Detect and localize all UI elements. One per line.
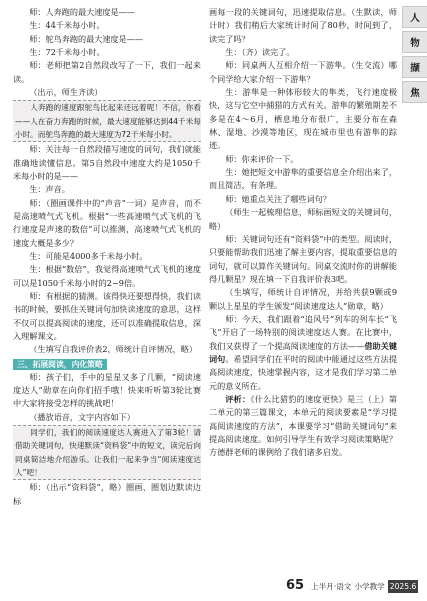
body-paragraph: 师：人奔跑的最大速度是—— [29, 7, 135, 17]
body-paragraph: 画每一段的关键词句，迅速提取信息。（生默读，师计时）我们稍后大家统计时间了80秒，时间到了，读完了吗？ [209, 7, 397, 44]
body-paragraph: （生填写，师统计自评情况，并给共获9颗或9颗以上星星的学生颁发“阅读速度达人”勋章，略） [209, 287, 397, 311]
body-paragraph: 师：她重点关注了哪些词句？ [225, 193, 331, 204]
page-number: 65 [286, 578, 305, 593]
body-paragraph: 师：（出示“资料袋”，略）圈画、圈划边默读边标 [13, 482, 201, 506]
body-paragraph: 生：44千米每小时。 [29, 20, 105, 31]
quoted-text: 同学们，我们的阅读速度达人赛进入了第3轮！请借助关键词句，快速默读“资料袋”中的短文，读完后向同桌简洁地介绍游乐。让我们一起来争当“阅读速度达人”吧！ [15, 428, 201, 478]
body-paragraph: 生：72千米每小时。 [29, 47, 105, 58]
body-paragraph: 师：鸵鸟奔跑的最大速度是—— [29, 33, 144, 44]
body-paragraph: 生：游隼是一种体形较大的隼类，飞行速度极快，这与它空中捕猎的方式有关。游隼的繁殖期差不多是在4～6月，栖息地分布很广，主要分布在森林、湿地、沙漠等地区，现在城市里也有游隼的踪迹。 [209, 87, 397, 151]
body-paragraph: 师：孩子们，手中的星星又多了几颗，“阅读速度达人”勋章在向你们招手哦！快来听听第3轮比赛中大家将接受怎样的挑战吧！ [13, 371, 201, 409]
body-paragraph: 师：同桌两人互相介绍一下游隼。（生交流）哪个同学给大家介绍一下游隼？ [209, 60, 397, 84]
body-paragraph: （出示，师生齐读） [29, 87, 103, 98]
section-heading [13, 359, 201, 371]
body-paragraph: 师：关键词句还有“资料袋”中的类型。阅读时，只要能帮助我们迅速了解主要内容，提取重要信息的词句，就可以算作关键词句。同桌交流时你的讲解能得几颗星？现在填一下自我评价表3吧。 [209, 233, 397, 284]
left-column [13, 6, 201, 508]
issue-year: 2025.6 [389, 582, 417, 591]
body-paragraph: （师生一起梳理信息，师标画短文的关键词句，略） [209, 207, 397, 231]
section-tab-ren[interactable]: 人 [402, 6, 427, 28]
body-paragraph: 生：声音。 [29, 184, 70, 195]
body-paragraph: 生：她把短文中游隼的重要信息全介绍出来了，而且简洁、有条理。 [209, 167, 397, 191]
footer-info [311, 580, 418, 593]
body-paragraph: （生填写自我评价表2，师统计自评情况，略） [29, 344, 197, 355]
body-paragraph: 生：（齐）读完了。 [225, 47, 295, 58]
quoted-text-box [13, 100, 201, 142]
body-paragraph: 师：（圈画课件中的“声音”一词）是声音，而不是高速喷气式飞机。根据“一些高速喷气式飞机的飞行速度是声速的数倍”可以推测，高速喷气式飞机的速度大概是多少？ [13, 197, 201, 248]
section-tab-jiao[interactable]: 焦 [402, 81, 427, 103]
commentary-label: 评析： [225, 393, 251, 404]
quoted-text-box [13, 425, 201, 480]
magazine-name: 小学教学 [354, 582, 385, 591]
commentary-paragraph: 评析：《什么比猎豹的速度更快》是三（上）第二单元的第三篇课文，本单元的阅读要素是“学习提高阅读速度的方法”，本课要学习“借助关键词句”来提高阅读速度。如何引导学生有效学习阅读策略呢？方德群老师的课例给了我们诸多启发。 [209, 393, 397, 458]
section-tab-xie[interactable]: 撷 [402, 56, 427, 78]
section-tabs [402, 6, 427, 106]
body-paragraph: 生：可能是4000多千米每小时。 [29, 251, 148, 262]
body-paragraph: （播放语音，文字内容如下） [29, 411, 135, 422]
issue-label: 上半月·语文 [311, 582, 352, 591]
quoted-text: 人奔跑的速度跟鸵鸟比起来还远着呢！不信，你看——人在奋力奔跑的时候，最大速度能够达到44千米每小时。而鸵鸟奔跑的最大速度为72千米每小时。 [15, 103, 201, 139]
body-paragraph: 师：有根据的猜测。该得快还要想得快，我们读书的时候，要抓住关键词句加快读速度的意思，这样不仅可以提高阅读的速度，还可以准确提取信息，深入理解课文。 [13, 291, 201, 342]
section-heading-label: 三、拓展阅读，内化策略 [13, 359, 107, 370]
page-footer [0, 576, 427, 596]
emphasized-phrase: 借助关键词句 [209, 340, 397, 364]
body-paragraph: 师：关注每一自然段描写速度的词句，我们就能准确地读懂信息。第5自然段中速度大约是1050千米每小时的是—— [13, 144, 201, 181]
body-paragraph: 师：你来评价一下。 [225, 153, 299, 164]
body-paragraph: 师：今天，我们跟着“追风号”列车的列车长“飞飞”开启了一场特别的阅读速度达人赛。在比赛中，我们又获得了一个提高阅读速度的方法——借助关键词句。希望同学们在平时的阅读中能通过这些方法提高阅读速度，快速掌握内容，这才是我们学习第二单元的意义所在。 [209, 313, 397, 391]
right-column [209, 6, 397, 460]
section-tab-wu[interactable]: 物 [402, 31, 427, 53]
body-paragraph: 师：老师把第2自然段改写了一下，我们一起来读。 [13, 60, 201, 84]
body-paragraph: 生：根据“数倍”，我觉得高速喷气式飞机的速度可以是1050千米每小时的2~9倍。 [13, 264, 201, 288]
